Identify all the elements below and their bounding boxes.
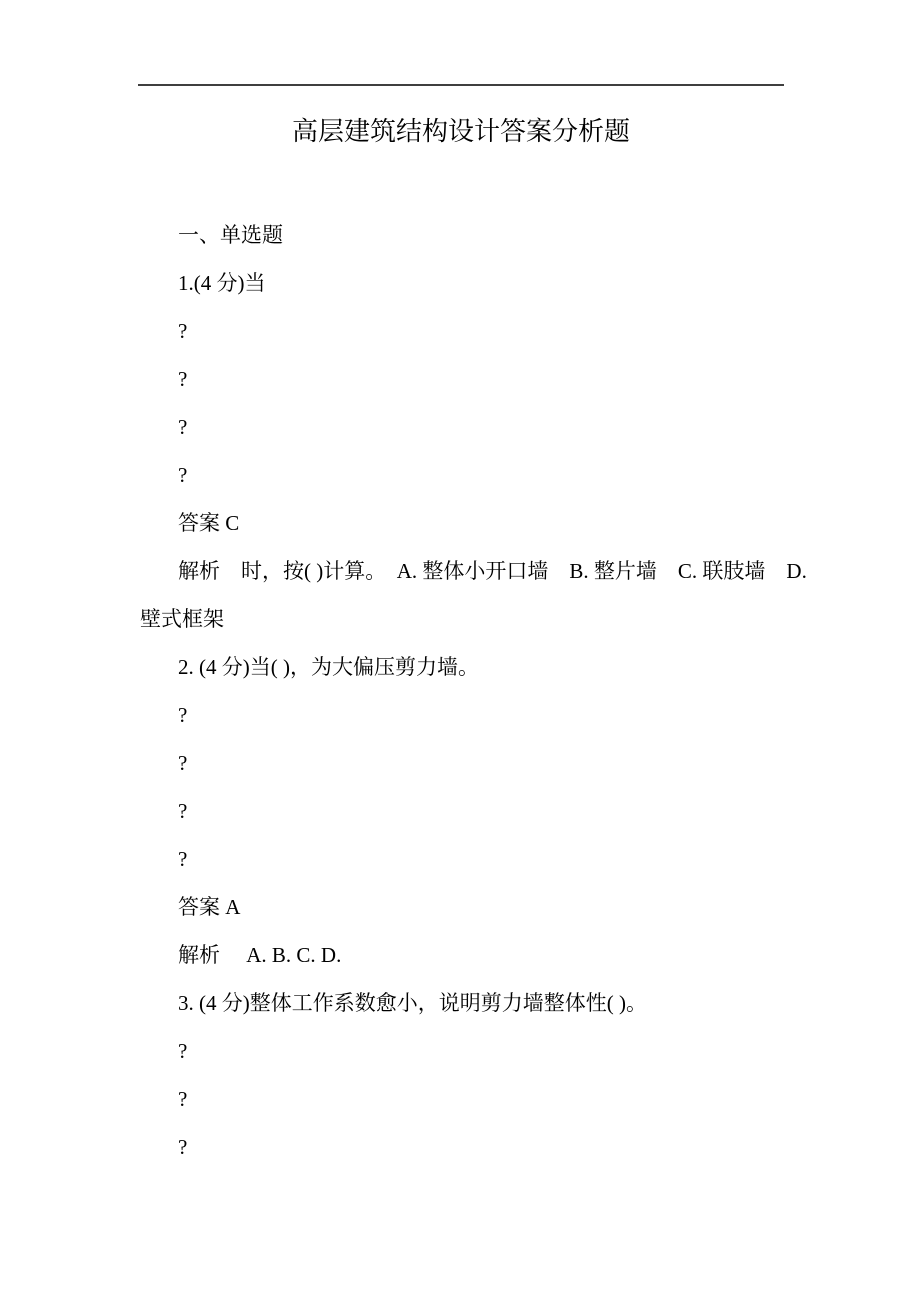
body-line: ?: [178, 1039, 188, 1063]
body-line: 1.(4 分)当: [178, 271, 266, 295]
body-line: ?: [178, 415, 188, 439]
body-line: 壁式框架: [140, 607, 224, 631]
body-line: ?: [178, 847, 188, 871]
body-line: ?: [178, 1087, 188, 1111]
body-line: ?: [178, 1135, 188, 1159]
body-line: 3. (4 分)整体工作系数愈小，说明剪力墙整体性( )。: [178, 991, 647, 1015]
body-line: ?: [178, 703, 188, 727]
body-line: 答案 A: [178, 895, 241, 919]
page-title: 高层建筑结构设计答案分析题: [291, 117, 630, 146]
body-line: ?: [178, 367, 188, 391]
body-line: ?: [178, 751, 188, 775]
body-line: 一、单选题: [178, 223, 283, 247]
body-line: ?: [178, 319, 188, 343]
doc-body: [140, 211, 807, 1171]
body-line: 答案 C: [178, 511, 240, 535]
body-line: ?: [178, 799, 188, 823]
body-line: ?: [178, 463, 188, 487]
body-line: 2. (4 分)当( )，为大偏压剪力墙。: [178, 655, 479, 679]
header-rule: [138, 84, 784, 86]
body-line: 解析 时，按( )计算。 A. 整体小开口墙 B. 整片墙 C. 联肢墙 D.: [178, 559, 807, 583]
body-line: 解析 A. B. C. D.: [178, 943, 342, 967]
